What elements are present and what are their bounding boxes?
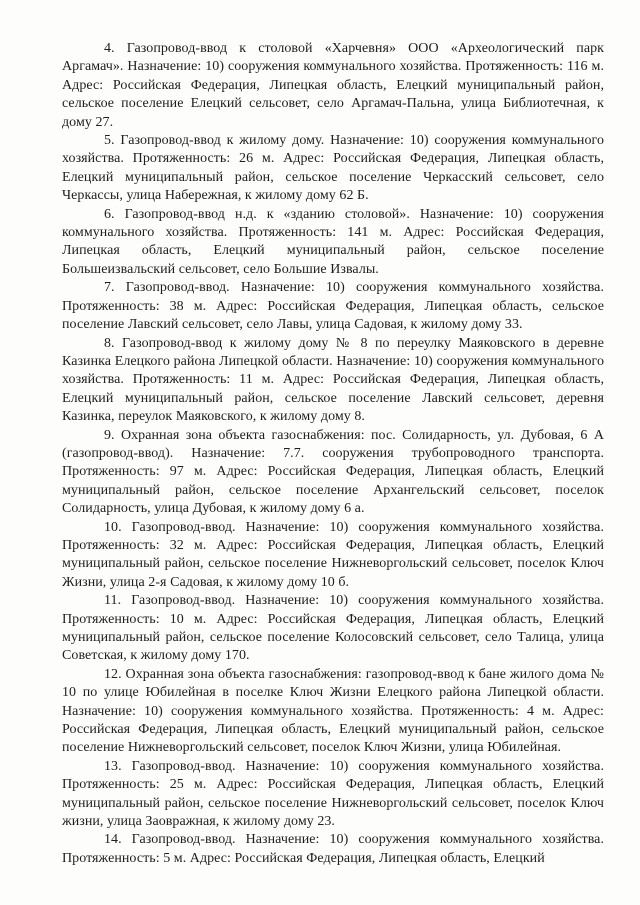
list-item-14: 14. Газопровод-ввод. Назначение: 10) сооружения коммунального хозяйства. Протяженность: 5 м. Адрес: Российская Федерация, Липецкая область, Елецкий bbox=[62, 832, 604, 866]
list-item-10: 10. Газопровод-ввод. Назначение: 10) сооружения коммунального хозяйства. Протяженность: 32 м. Адрес: Российская Федерация, Липецкая область, Елецкий муниципальный район, сельское поселение Нижневоргольский сельсовет, поселок Ключ Жизни, улица 2-я Садовая, к жилому дому 10 б. bbox=[62, 519, 604, 590]
list-item-8: 8. Газопровод-ввод к жилому дому № 8 по переулку Маяковского в деревне Казинка Елецкого района Липецкой области. Назначение: 10) сооружения коммунального хозяйства. Протяженность: 11 м. Адрес: Российская Федерация, Липецкая область, Елецкий муниципальный район, сельское поселение Лавский сельсовет, деревня Казинка, переулок Маяковского, к жилому дому 8. bbox=[62, 335, 604, 425]
list-item-11: 11. Газопровод-ввод. Назначение: 10) сооружения коммунального хозяйства. Протяженность: 10 м. Адрес: Российская Федерация, Липецкая область, Елецкий муниципальный район, сельское поселение Колосовский сельсовет, село Талица, улица Советская, к жилому дому 170. bbox=[62, 593, 604, 664]
list-item-6: 6. Газопровод-ввод н.д. к «зданию столовой». Назначение: 10) сооружения коммунального хозяйства. Протяженность: 141 м. Адрес: Российская Федерация, Липецкая область, Елецкий муниципальный район, сельское поселение Большеизвальский сельсовет, село Большие Извалы. bbox=[62, 206, 604, 277]
list-item-12: 12. Охранная зона объекта газоснабжения: газопровод-ввод к бане жилого дома № 10 по улице Юбилейная в поселке Ключ Жизни Елецкого района Липецкой области. Назначение: 10) сооружения коммунального хозяйства. Протяженность: 4 м. Адрес: Российская Федерация, Липецкая область, Елецкий муниципальный район, сельское поселение Нижневоргольский сельсовет, поселок Ключ Жизни, улица Юбилейная. bbox=[62, 666, 604, 756]
list-item-7: 7. Газопровод-ввод. Назначение: 10) сооружения коммунального хозяйства. Протяженность: 38 м. Адрес: Российская Федерация, Липецкая область, сельское поселение Лавский сельсовет, село Лавы, улица Садовая, к жилому дому 33. bbox=[62, 280, 604, 333]
list-item-5: 5. Газопровод-ввод к жилому дому. Назначение: 10) сооружения коммунального хозяйства. Протяженность: 26 м. Адрес: Российская Федерация, Липецкая область, Елецкий муниципальный район, сельское поселение Черкасский сельсовет, село Черкассы, улица Набережная, к жилому дому 62 Б. bbox=[62, 133, 604, 204]
list-item-13: 13. Газопровод-ввод. Назначение: 10) сооружения коммунального хозяйства. Протяженность: 25 м. Адрес: Российская Федерация, Липецкая область, Елецкий муниципальный район, сельское поселение Нижневоргольский сельсовет, поселок Ключ жизни, улица Заовражная, к жилому дому 23. bbox=[62, 758, 604, 830]
list-item-9: 9. Охранная зона объекта газоснабжения: пос. Солидарность, ул. Дубовая, 6 А (газопровод-ввод). Назначение: 7.7. сооружения трубопроводного транспорта. Протяженность: 97 м. Адрес: Российская Федерация, Липецкая область, Елецкий муниципальный район, сельское поселение Архангельский сельсовет, поселок Солидарность, улица Дубовая, к жилому дому 6 а. bbox=[62, 427, 604, 517]
list-item-4: 4. Газопровод-ввод к столовой «Харчевня» ООО «Археологический парк Аргамач». Назначение: 10) сооружения коммунального хозяйства. Протяженность: 116 м. Адрес: Российская Федерация, Липецкая область, Елецкий муниципальный район, сельское поселение Елецкий сельсовет, село Аргамач-Пальна, улица Библиотечная, к дому 27. bbox=[62, 41, 604, 130]
